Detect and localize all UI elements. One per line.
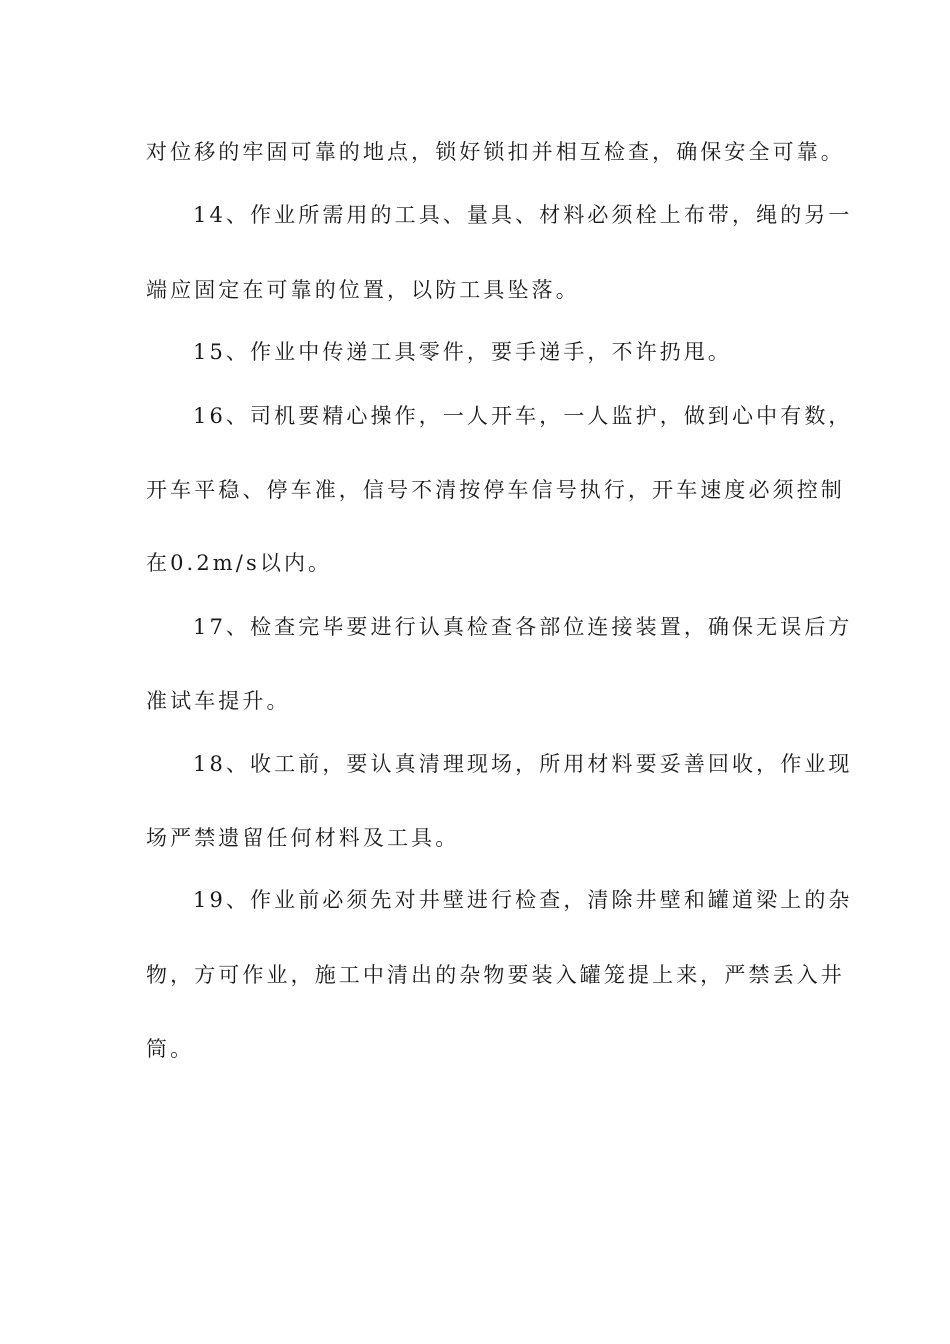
paragraph-19-line-3: 筒。 xyxy=(146,1037,195,1061)
paragraph-17-line-1: 17、检查完毕要进行认真检查各部位连接装置，确保无误后方 xyxy=(193,615,853,639)
paragraph-19-line-1: 19、作业前必须先对井壁进行检查，清除井壁和罐道梁上的杂 xyxy=(193,888,853,912)
paragraph-16-line-2: 开车平稳、停车准，信号不清按停车信号执行，开车速度必须控制 xyxy=(146,478,845,502)
paragraph-18-line-2: 场严禁遗留任何材料及工具。 xyxy=(146,826,460,850)
paragraph-16-line-3: 在0.2m/s以内。 xyxy=(146,551,333,575)
paragraph-15-line-1: 15、作业中传递工具零件，要手递手，不许扔甩。 xyxy=(193,340,733,364)
paragraph-14-line-2: 端应固定在可靠的位置，以防工具坠落。 xyxy=(146,278,580,302)
paragraph-14-line-1: 14、作业所需用的工具、量具、材料必须栓上布带，绳的另一 xyxy=(193,203,853,227)
paragraph-19-line-2: 物，方可作业，施工中清出的杂物要装入罐笼提上来，严禁丢入井 xyxy=(146,963,845,987)
paragraph-17-line-2: 准试车提升。 xyxy=(146,689,291,713)
paragraph-18-line-1: 18、收工前，要认真清理现场，所用材料要妥善回收，作业现 xyxy=(193,752,853,776)
paragraph-16-line-1: 16、司机要精心操作，一人开车，一人监护，做到心中有数， xyxy=(193,404,853,428)
paragraph-13-line-2: 对位移的牢固可靠的地点，锁好锁扣并相互检查，确保安全可靠。 xyxy=(146,140,845,164)
